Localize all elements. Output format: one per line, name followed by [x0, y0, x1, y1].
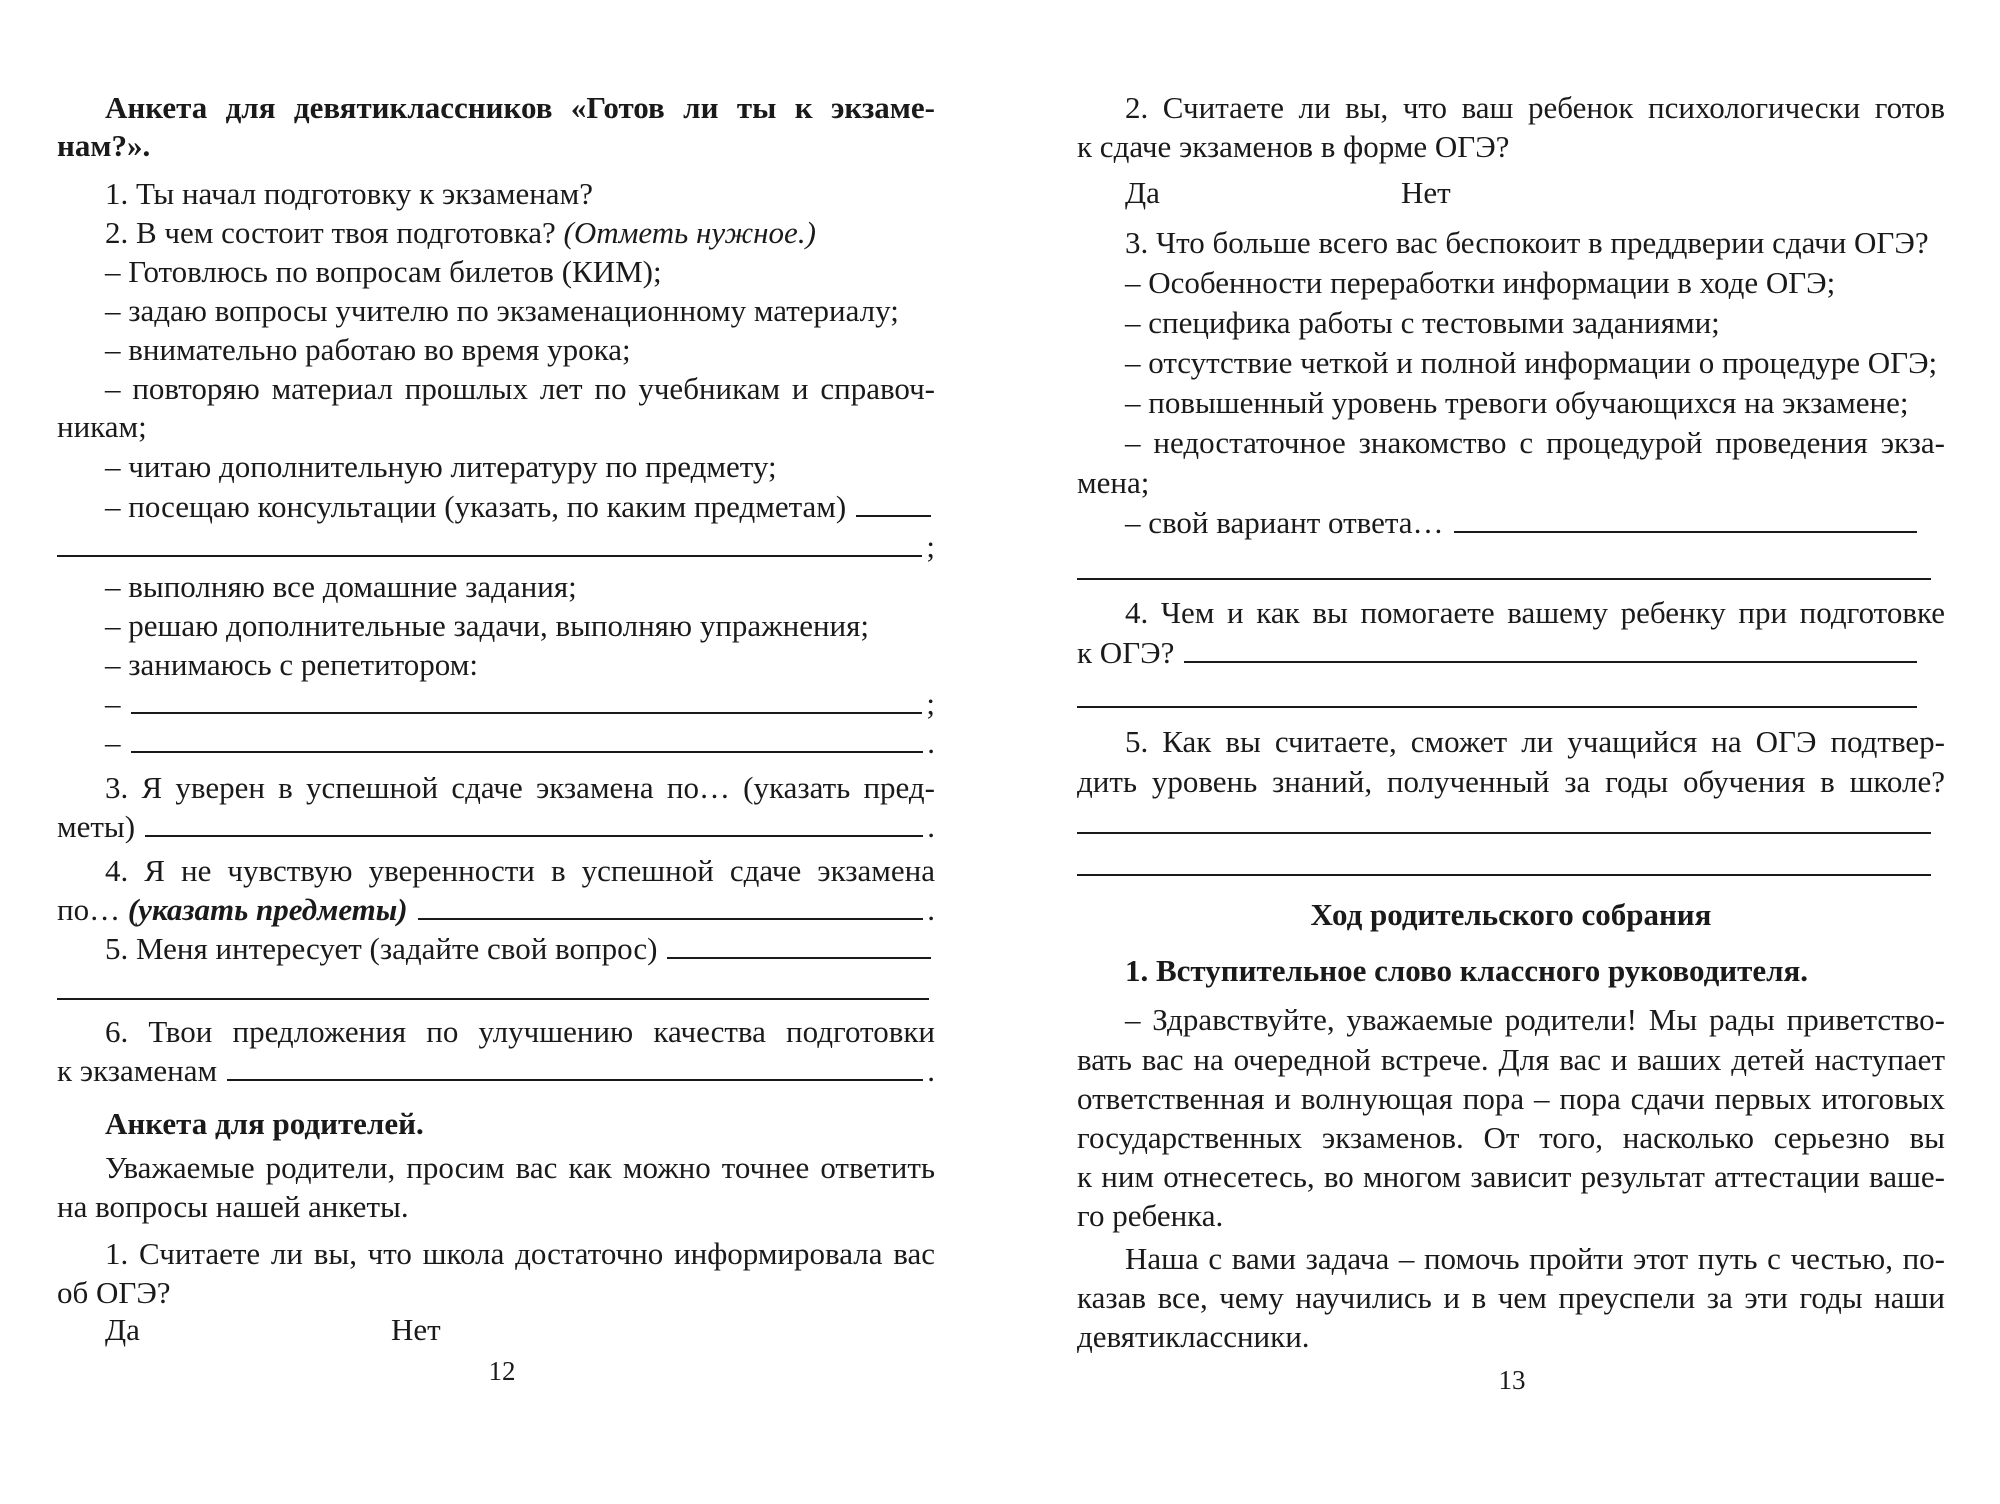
option-ask-teacher: – задаю вопросы учителю по экзаменационному материалу;	[105, 293, 899, 328]
page-number-right: 13	[1498, 1365, 1526, 1395]
parent-question-2: 2. Считаете ли вы, что ваш ребенок психологически готов	[1125, 90, 1945, 125]
own-answer-field[interactable]	[1454, 505, 1917, 533]
answer-no[interactable]: Нет	[1401, 175, 1451, 210]
parent-question-5-cont: дить уровень знаний, полученный за годы обучения в школе?	[1077, 764, 1945, 799]
knowledge-field-2[interactable]	[1077, 874, 1931, 876]
paragraph-1-line-5: к ним отнесетесь, во многом зависит результат аттестации ваше-	[1077, 1159, 1945, 1194]
question-2-text: 2. В чем состоит твоя подготовка?	[105, 215, 556, 250]
punct-semicolon: ;	[926, 686, 935, 721]
concern-test-tasks: – специфика работы с тестовыми заданиями;	[1125, 305, 1720, 340]
parent-question-5: 5. Как вы считаете, сможет ли учащийся на ОГЭ подтвер-	[1125, 724, 1945, 759]
paragraph-2-line-3: девятиклассники.	[1077, 1319, 1310, 1354]
option-repeat-material-cont: никам;	[57, 409, 147, 444]
concern-procedure-cont: мена;	[1077, 465, 1150, 500]
help-field-2[interactable]	[1077, 706, 1917, 708]
parents-intro: Уважаемые родители, просим вас как можно точнее ответить	[105, 1150, 935, 1185]
student-survey-title-cont: нам?».	[57, 128, 151, 163]
answer-yes[interactable]: Да	[105, 1312, 140, 1347]
own-answer-field-2[interactable]	[1077, 578, 1931, 580]
punct-period: .	[927, 892, 935, 927]
section-1-heading: 1. Вступительное слово классного руководителя.	[1125, 953, 1809, 988]
help-field[interactable]	[1184, 635, 1917, 663]
question-1: 1. Ты начал подготовку к экзаменам?	[105, 176, 593, 211]
paragraph-2-line-1: Наша с вами задача – помочь пройти этот путь с честью, по-	[1125, 1241, 1945, 1276]
option-attentive-in-class: – внимательно работаю во время урока;	[105, 332, 631, 367]
answer-no[interactable]: Нет	[391, 1312, 441, 1347]
paragraph-1-line-6: го ребенка.	[1077, 1198, 1224, 1233]
option-tutor: – занимаюсь с репетитором:	[105, 647, 478, 682]
tutor-field-2[interactable]	[131, 725, 924, 753]
knowledge-field-1[interactable]	[1077, 832, 1931, 834]
page-number-left: 12	[488, 1356, 516, 1386]
concern-own-answer-label: – свой вариант ответа…	[1125, 505, 1444, 540]
paragraph-1-line-2: вать вас на очередной встрече. Для вас и ваших детей наступает	[1077, 1042, 1945, 1077]
question-5-label: 5. Меня интересует (задайте свой вопрос)	[105, 931, 658, 966]
question-6-cont	[57, 1051, 935, 1091]
question-4: 4. Я не чувствую уверенности в успешной сдаче экзамена	[105, 853, 935, 888]
concern-procedure: – недостаточное знакомство с процедурой проведения экза-	[1125, 425, 1945, 460]
question-3: 3. Я уверен в успешной сдаче экзамена по… (указать пред-	[105, 770, 935, 805]
question-3-cont-label: меты)	[57, 809, 136, 844]
parent-question-3: 3. Что больше всего вас беспокоит в преддверии сдачи ОГЭ?	[1125, 225, 1929, 260]
consultations-subjects-line	[57, 527, 935, 567]
consultations-subjects-field-2[interactable]	[57, 529, 922, 557]
parents-intro-cont: на вопросы нашей анкеты.	[57, 1189, 409, 1224]
parent-question-4-cont-label: к ОГЭ?	[1077, 635, 1175, 670]
student-survey-title: Анкета для девятиклассников «Готов ли ты к экзаме-	[105, 90, 935, 125]
concern-anxiety: – повышенный уровень тревоги обучающихся на экзамене;	[1125, 385, 1909, 420]
option-consultations-label: – посещаю консультации (указать, по каким предметам)	[105, 489, 847, 524]
option-tickets: – Готовлюсь по вопросам билетов (КИМ);	[105, 254, 662, 289]
paragraph-1-line-1: – Здравствуйте, уважаемые родители! Мы рады приветство-	[1125, 1002, 1945, 1037]
right-page	[1077, 0, 1945, 1504]
parent-question-2-cont: к сдаче экзаменов в форме ОГЭ?	[1077, 129, 1510, 164]
paragraph-2-line-2: казав все, чему научились и в чем преуспели за эти годы наши	[1077, 1280, 1945, 1315]
punct-dash: –	[105, 686, 121, 721]
option-extra-tasks: – решаю дополнительные задачи, выполняю упражнения;	[105, 608, 870, 643]
punct-period: .	[927, 809, 935, 844]
option-homework: – выполняю все домашние задания;	[105, 569, 577, 604]
concern-info-processing: – Особенности переработки информации в ходе ОГЭ;	[1125, 265, 1836, 300]
option-consultations	[57, 487, 935, 527]
consultations-subjects-field[interactable]	[856, 489, 931, 517]
question-2-hint: (Отметь нужное.)	[563, 215, 816, 250]
question-2	[57, 213, 935, 253]
paragraph-1-line-4: государственных экзаменов. От того, насколько серьезно вы	[1077, 1120, 1945, 1155]
parent-question-4: 4. Чем и как вы помогаете вашему ребенку при подготовке	[1125, 595, 1945, 630]
left-page	[57, 0, 935, 1504]
question-4-cont	[57, 890, 935, 930]
answer-yes[interactable]: Да	[1125, 175, 1160, 210]
punct-period: .	[927, 725, 935, 760]
option-extra-reading: – читаю дополнительную литературу по предмету;	[105, 449, 777, 484]
paragraph-1-line-3: ответственная и волнующая пора – пора сдачи первых итоговых	[1077, 1081, 1945, 1116]
question-5	[57, 929, 935, 969]
question-3-cont	[57, 807, 935, 847]
own-question-field[interactable]	[667, 931, 931, 959]
punct-semicolon: ;	[926, 529, 935, 564]
tutor-line-1	[57, 684, 935, 724]
question-4-hint: (указать предметы)	[127, 892, 408, 927]
concern-own-answer	[1077, 503, 1921, 543]
option-repeat-material: – повторяю материал прошлых лет по учебникам и справоч-	[105, 371, 935, 406]
question-6: 6. Твои предложения по улучшению качества подготовки	[105, 1014, 935, 1049]
parent-question-4-cont	[1077, 633, 1921, 673]
parents-survey-title: Анкета для родителей.	[105, 1106, 424, 1141]
question-6-cont-label: к экзаменам	[57, 1053, 218, 1088]
parent-question-1: 1. Считаете ли вы, что школа достаточно информировала вас	[105, 1236, 935, 1271]
unconfident-subjects-field[interactable]	[418, 892, 924, 920]
tutor-field-1[interactable]	[131, 686, 923, 714]
meeting-title: Ход родительского собрания	[1310, 897, 1712, 932]
suggestions-field[interactable]	[227, 1053, 923, 1081]
confident-subjects-field[interactable]	[145, 809, 923, 837]
tutor-line-2	[57, 723, 935, 763]
own-question-field-2[interactable]	[57, 998, 929, 1000]
parent-question-1-cont: об ОГЭ?	[57, 1275, 171, 1310]
concern-lack-of-info: – отсутствие четкой и полной информации о процедуре ОГЭ;	[1125, 345, 1938, 380]
punct-dash: –	[105, 725, 121, 760]
question-4-cont-label: по…	[57, 892, 121, 927]
punct-period: .	[927, 1053, 935, 1088]
